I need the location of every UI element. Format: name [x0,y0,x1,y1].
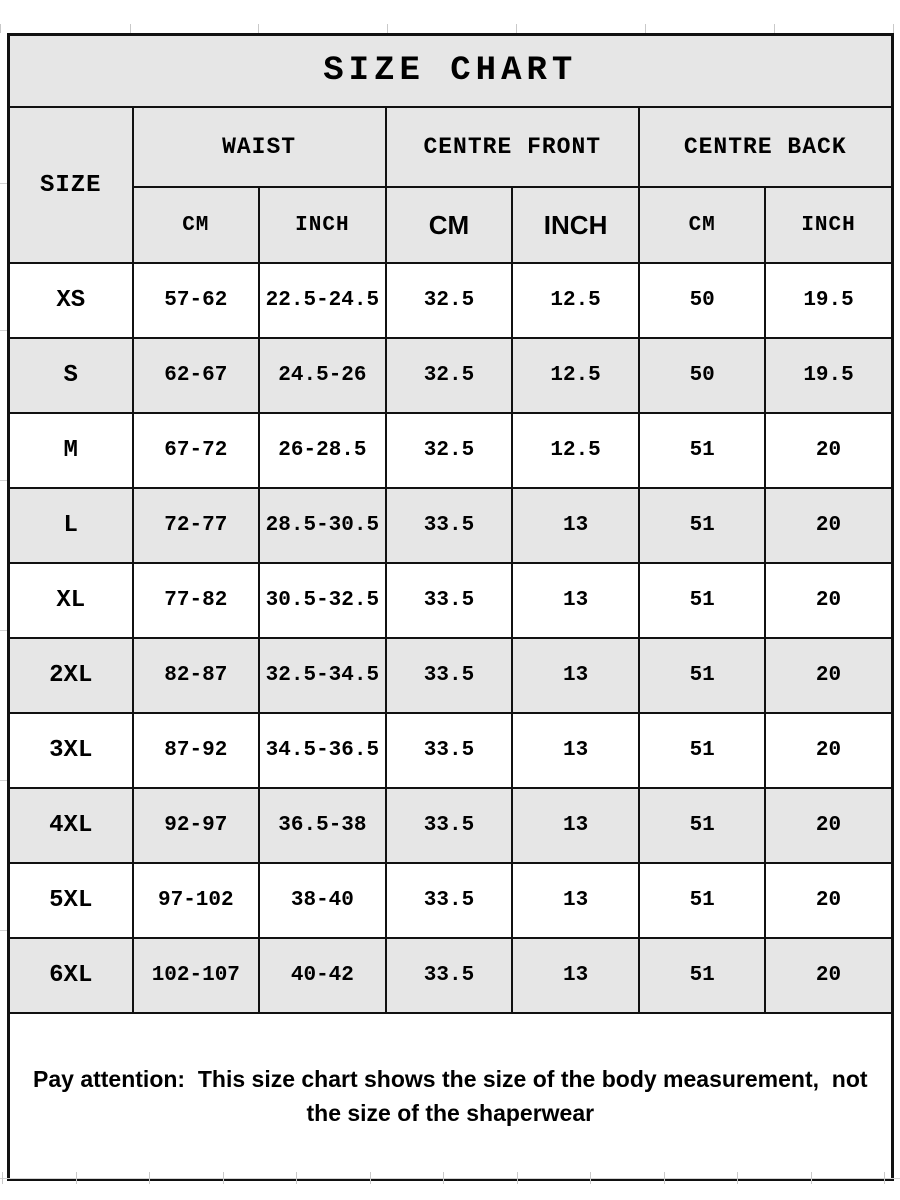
column-header-size: SIZE [9,107,133,263]
measurement-cell: 92-97 [133,788,260,863]
table-row [9,338,893,413]
header-group-row [9,107,893,187]
measurement-cell: 34.5-36.5 [259,713,386,788]
measurement-cell: 20 [765,638,892,713]
gridline-tick [0,480,7,481]
measurement-cell: 13 [512,788,639,863]
gridline-tick [893,24,894,33]
gridline-tick [0,1178,900,1179]
measurement-cell: 51 [639,788,766,863]
column-header-centre-front: CENTRE FRONT [386,107,639,187]
measurement-cell: 20 [765,488,892,563]
measurement-cell: 33.5 [386,863,513,938]
gridline-tick [0,330,7,331]
size-label-cell: 2XL [9,638,133,713]
gridline-tick [387,24,388,33]
measurement-cell: 33.5 [386,788,513,863]
table-row [9,863,893,938]
measurement-cell: 67-72 [133,413,260,488]
table-row [9,263,893,338]
gridline-tick [737,1172,738,1184]
gridline-tick [0,780,7,781]
unit-header-centre-back-cm: CM [639,187,766,263]
measurement-cell: 50 [639,263,766,338]
gridline-tick [223,1172,224,1184]
measurement-cell: 33.5 [386,563,513,638]
measurement-cell: 13 [512,638,639,713]
measurement-cell: 72-77 [133,488,260,563]
size-label-cell: L [9,488,133,563]
gridline-tick [2,1172,3,1184]
unit-header-centre-back-inch: INCH [765,187,892,263]
gridline-tick [0,24,1,33]
gridline-tick [590,1172,591,1184]
size-label-cell: XL [9,563,133,638]
measurement-cell: 19.5 [765,338,892,413]
measurement-cell: 33.5 [386,488,513,563]
measurement-cell: 40-42 [259,938,386,1013]
size-label-cell: 5XL [9,863,133,938]
header-unit-row [9,187,893,263]
measurement-cell: 82-87 [133,638,260,713]
measurement-cell: 13 [512,938,639,1013]
measurement-cell: 32.5 [386,413,513,488]
measurement-cell: 28.5-30.5 [259,488,386,563]
gridline-tick [443,1172,444,1184]
table-row [9,788,893,863]
measurement-cell: 51 [639,563,766,638]
measurement-cell: 20 [765,788,892,863]
measurement-cell: 51 [639,413,766,488]
measurement-cell: 13 [512,863,639,938]
measurement-cell: 33.5 [386,713,513,788]
measurement-cell: 13 [512,563,639,638]
gridline-tick [884,1172,885,1184]
size-label-cell: M [9,413,133,488]
measurement-cell: 77-82 [133,563,260,638]
measurement-cell: 26-28.5 [259,413,386,488]
gridline-tick [811,1172,812,1184]
table-row [9,488,893,563]
measurement-cell: 22.5-24.5 [259,263,386,338]
attention-note [9,1013,893,1180]
measurement-cell: 51 [639,638,766,713]
table-row [9,413,893,488]
table-row [9,713,893,788]
measurement-cell: 33.5 [386,638,513,713]
measurement-cell: 12.5 [512,413,639,488]
measurement-cell: 97-102 [133,863,260,938]
measurement-cell: 32.5 [386,263,513,338]
attention-note-line-1: Pay attention: This size chart shows the size of the body measurement, not [33,1066,868,1092]
measurement-cell: 51 [639,713,766,788]
gridline-tick [296,1172,297,1184]
measurement-cell: 33.5 [386,938,513,1013]
unit-header-waist-inch: INCH [259,187,386,263]
measurement-cell: 20 [765,938,892,1013]
measurement-cell: 51 [639,938,766,1013]
measurement-cell: 20 [765,713,892,788]
measurement-cell: 87-92 [133,713,260,788]
gridline-tick [370,1172,371,1184]
measurement-cell: 38-40 [259,863,386,938]
unit-header-centre-front-cm: CM [386,187,513,263]
gridline-tick [76,1172,77,1184]
unit-header-centre-front-inch: INCH [512,187,639,263]
page-title: SIZE CHART [9,35,893,108]
column-header-centre-back: CENTRE BACK [639,107,892,187]
table-row [9,638,893,713]
measurement-cell: 50 [639,338,766,413]
gridline-tick [0,183,7,184]
gridline-tick [516,24,517,33]
gridline-tick [774,24,775,33]
measurement-cell: 20 [765,413,892,488]
size-label-cell: 3XL [9,713,133,788]
measurement-cell: 51 [639,488,766,563]
measurement-cell: 30.5-32.5 [259,563,386,638]
column-header-waist: WAIST [133,107,386,187]
table-row [9,938,893,1013]
size-chart-table [7,33,894,1181]
measurement-cell: 57-62 [133,263,260,338]
measurement-cell: 102-107 [133,938,260,1013]
measurement-cell: 13 [512,488,639,563]
gridline-tick [130,24,131,33]
size-label-cell: 4XL [9,788,133,863]
gridline-tick [517,1172,518,1184]
measurement-cell: 24.5-26 [259,338,386,413]
note-row [9,1013,893,1180]
gridline-tick [0,930,7,931]
measurement-cell: 12.5 [512,263,639,338]
measurement-cell: 13 [512,713,639,788]
measurement-cell: 32.5 [386,338,513,413]
size-label-cell: XS [9,263,133,338]
unit-header-waist-cm: CM [133,187,260,263]
gridline-tick [258,24,259,33]
measurement-cell: 12.5 [512,338,639,413]
gridline-tick [149,1172,150,1184]
measurement-cell: 20 [765,563,892,638]
measurement-cell: 36.5-38 [259,788,386,863]
measurement-cell: 20 [765,863,892,938]
size-label-cell: 6XL [9,938,133,1013]
measurement-cell: 51 [639,863,766,938]
attention-note-line-2: the size of the shaperwear [306,1100,595,1126]
measurement-cell: 62-67 [133,338,260,413]
gridline-tick [0,630,7,631]
measurement-cell: 19.5 [765,263,892,338]
title-row [9,35,893,108]
gridline-tick [645,24,646,33]
gridline-tick [664,1172,665,1184]
measurement-cell: 32.5-34.5 [259,638,386,713]
table-row [9,563,893,638]
size-label-cell: S [9,338,133,413]
